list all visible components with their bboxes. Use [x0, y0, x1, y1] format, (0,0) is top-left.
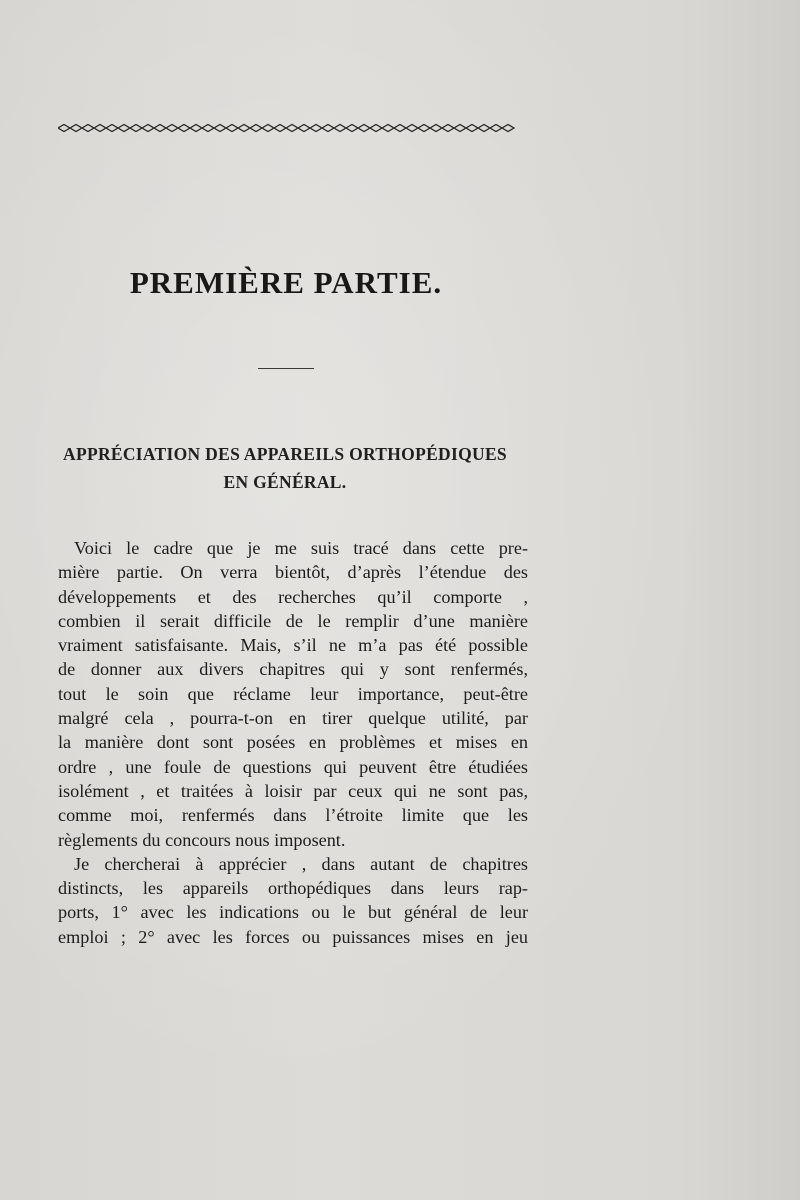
body-text — [58, 536, 528, 949]
ornament-diamond — [190, 125, 202, 132]
ornament-diamond — [430, 125, 442, 132]
text-line: emploi ; 2° avec les forces ou puissances mises en jeu — [58, 926, 528, 947]
ornament-diamond — [502, 125, 514, 132]
ornament-diamond — [166, 125, 178, 132]
ornament-diamond — [298, 125, 310, 132]
ornament-diamond — [334, 125, 346, 132]
ornament-diamond — [418, 125, 430, 132]
text-line: combien il serait difficile de le remplir d’une manière — [58, 610, 528, 631]
ornament-diamond — [346, 125, 358, 132]
ornament-diamond — [226, 125, 238, 132]
ornament-diamond — [286, 125, 298, 132]
ornament-diamond — [118, 125, 130, 132]
part-title: PREMIÈRE PARTIE. — [129, 265, 443, 300]
ornament-diamond — [454, 125, 466, 132]
ornament-diamond — [142, 125, 154, 132]
text-line: mière partie. On verra bientôt, d’après l’étendue des — [58, 562, 528, 583]
diamond-chain-ornament-icon — [58, 120, 516, 136]
text-line: ordre , une foule de questions qui peuvent être étudiées — [58, 756, 528, 777]
ornament-diamond — [94, 125, 106, 132]
ornament-diamond — [490, 125, 502, 132]
ornament-diamond — [238, 125, 250, 132]
ornament-diamond — [382, 125, 394, 132]
ornament-diamond — [358, 125, 370, 132]
title-rule — [258, 368, 314, 369]
ornament-diamond — [442, 125, 454, 132]
ornament-diamond — [82, 125, 94, 132]
text-line: développements et des recherches qu’il comporte , — [58, 586, 528, 607]
ornament-diamond — [262, 125, 274, 132]
ornament-diamond — [70, 125, 82, 132]
text-line: Je chercherai à apprécier , dans autant de chapitres — [74, 853, 528, 874]
section-heading-line-2: EN GÉNÉRAL. — [223, 472, 347, 492]
text-line: comme moi, renfermés dans l’étroite limite que les — [58, 805, 528, 826]
text-line: la manière dont sont posées en problèmes et mises en — [58, 732, 528, 753]
ornament-diamond — [58, 125, 70, 132]
ornament-diamond — [322, 125, 334, 132]
ornament-diamond — [466, 125, 478, 132]
text-line: de donner aux divers chapitres qui y sont renfermés, — [58, 659, 528, 680]
ornament-diamond — [394, 125, 406, 132]
text-line: malgré cela , pourra-t-on en tirer quelque utilité, par — [58, 708, 528, 729]
ornament-diamond — [370, 125, 382, 132]
ornament-diamond — [178, 125, 190, 132]
ornament-diamond — [214, 125, 226, 132]
text-line: règlements du concours nous imposent. — [58, 829, 346, 850]
ornament-diamond — [478, 125, 490, 132]
text-line: Voici le cadre que je me suis tracé dans cette pre- — [74, 538, 528, 558]
text-line: distincts, les appareils orthopédiques dans leurs rap- — [58, 878, 528, 899]
ornament-diamond — [154, 125, 166, 132]
text-line: isolément , et traitées à loisir par ceux qui ne sont pas, — [58, 780, 528, 801]
ornament-diamond — [310, 125, 322, 132]
text-line: tout le soin que réclame leur importance, peut-être — [58, 683, 528, 704]
ornament-diamond — [130, 125, 142, 132]
text-line: ports, 1° avec les indications ou le but général de leur — [58, 902, 528, 923]
section-heading-line-1: APPRÉCIATION DES APPAREILS ORTHOPÉDIQUES — [63, 444, 507, 464]
ornament-diamond — [406, 125, 418, 132]
text-line: vraiment satisfaisante. Mais, s’il ne m’a pas été possible — [58, 635, 528, 656]
ornament-diamond — [274, 125, 286, 132]
ornament-diamond — [106, 125, 118, 132]
section-heading — [40, 440, 530, 496]
ornament-diamond — [250, 125, 262, 132]
ornament-diamond — [202, 125, 214, 132]
